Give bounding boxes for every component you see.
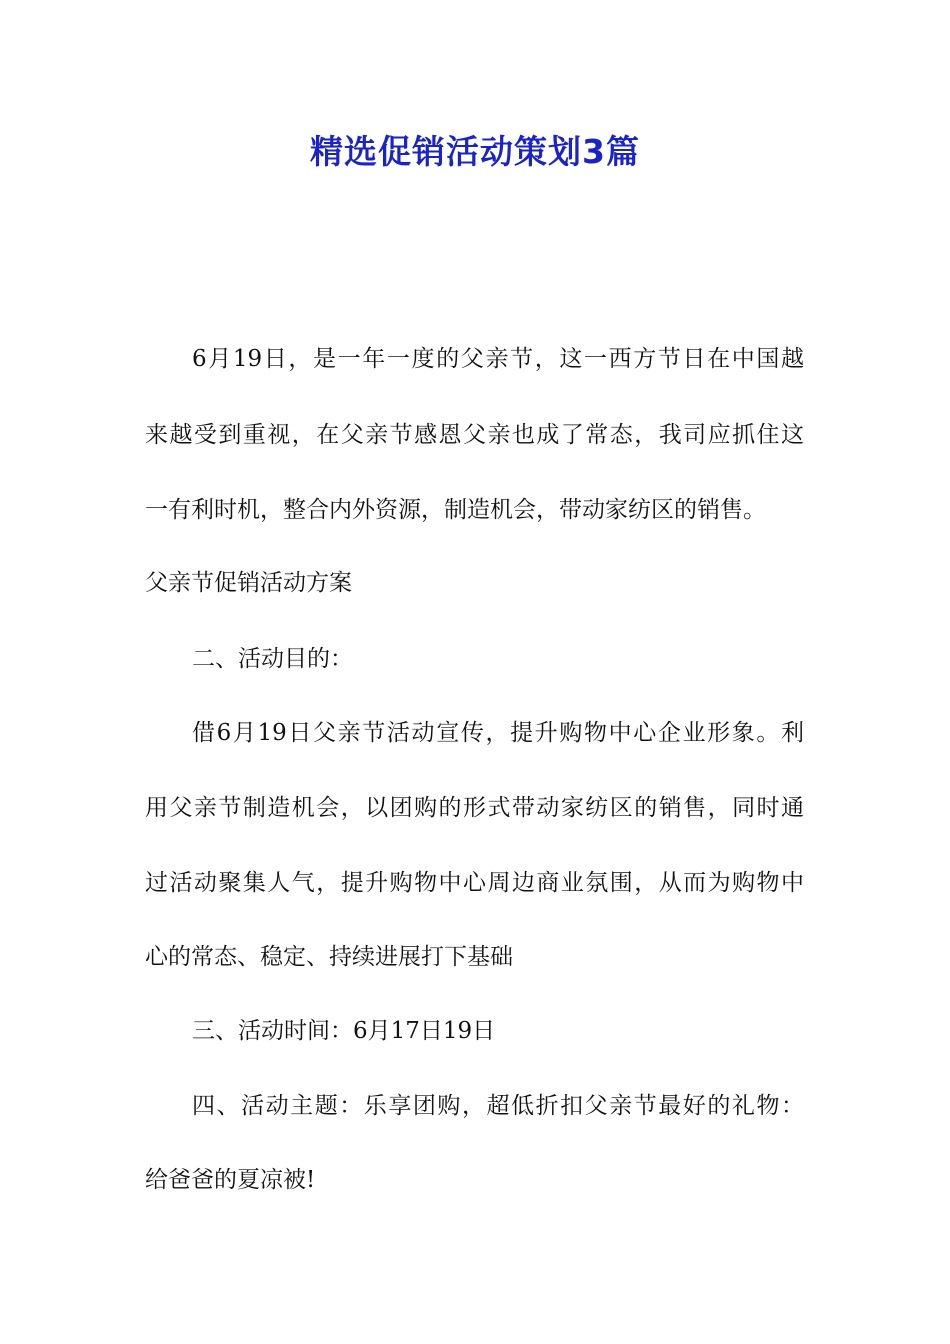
paragraph-line: 来越受到重视，在父亲节感恩父亲也成了常态，我司应抓住这 — [145, 422, 804, 448]
section-heading: 二、活动目的： — [192, 646, 353, 672]
paragraph-line: 借6月19日父亲节活动宣传，提升购物中心企业形象。利 — [192, 720, 804, 746]
section-heading: 父亲节促销活动方案 — [145, 570, 352, 596]
document-title: 精选促销活动策划3篇 — [310, 132, 640, 171]
paragraph-line: 6月19日，是一年一度的父亲节，这一西方节日在中国越 — [192, 346, 804, 372]
paragraph-line: 心的常态、稳定、持续进展打下基础 — [145, 944, 513, 970]
section-heading: 三、活动时间：6月17日19日 — [192, 1018, 496, 1044]
paragraph-line: 用父亲节制造机会，以团购的形式带动家纺区的销售，同时通 — [145, 795, 804, 821]
paragraph-line: 四、活动主题：乐享团购，超低折扣父亲节最好的礼物： — [192, 1093, 804, 1119]
paragraph-line: 一有利时机，整合内外资源，制造机会，带动家纺区的销售。 — [145, 497, 766, 523]
paragraph-line: 过活动聚集人气，提升购物中心周边商业氛围，从而为购物中 — [145, 870, 804, 896]
paragraph-line: 给爸爸的夏凉被! — [145, 1167, 316, 1193]
